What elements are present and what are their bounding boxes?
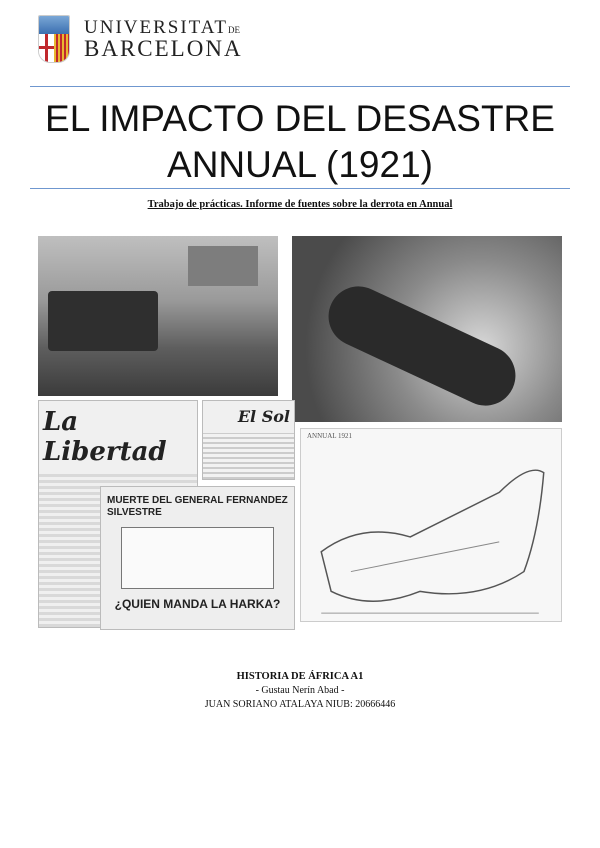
logo-wordmark: UNIVERSITATDE BARCELONA [84, 17, 243, 61]
trench-soldiers-photo [292, 236, 562, 422]
annual-map [300, 428, 562, 622]
professor-name: - Gustau Nerín Abad - [255, 685, 345, 696]
university-logo [38, 15, 243, 63]
document-title: EL IMPACTO DEL DESASTRE ANNUAL (1921) [45, 98, 555, 185]
map-caption: ANNUAL 1921 [307, 432, 353, 440]
soldiers-truck-photo [38, 236, 278, 396]
top-divider [30, 86, 570, 87]
footer-info [0, 670, 600, 712]
course-name: HISTORIA DE ÁFRICA A1 [236, 671, 364, 682]
university-shield-icon [38, 15, 70, 63]
newspaper-el-sol: MUERTE DEL GENERAL FERNANDEZ SILVESTRE ¿QUIEN MANDA LA HARKA? [100, 486, 295, 630]
newspaper-la-libertad: La Libertad [38, 400, 198, 628]
document-subtitle: Trabajo de prácticas. Informe de fuentes sobre la derrota en Annual [147, 199, 453, 210]
student-name: JUAN SORIANO ATALAYA NIUB: 20666446 [204, 699, 396, 710]
newspaper-el-sol-top: El Sol [202, 400, 295, 480]
title-divider [30, 188, 570, 189]
